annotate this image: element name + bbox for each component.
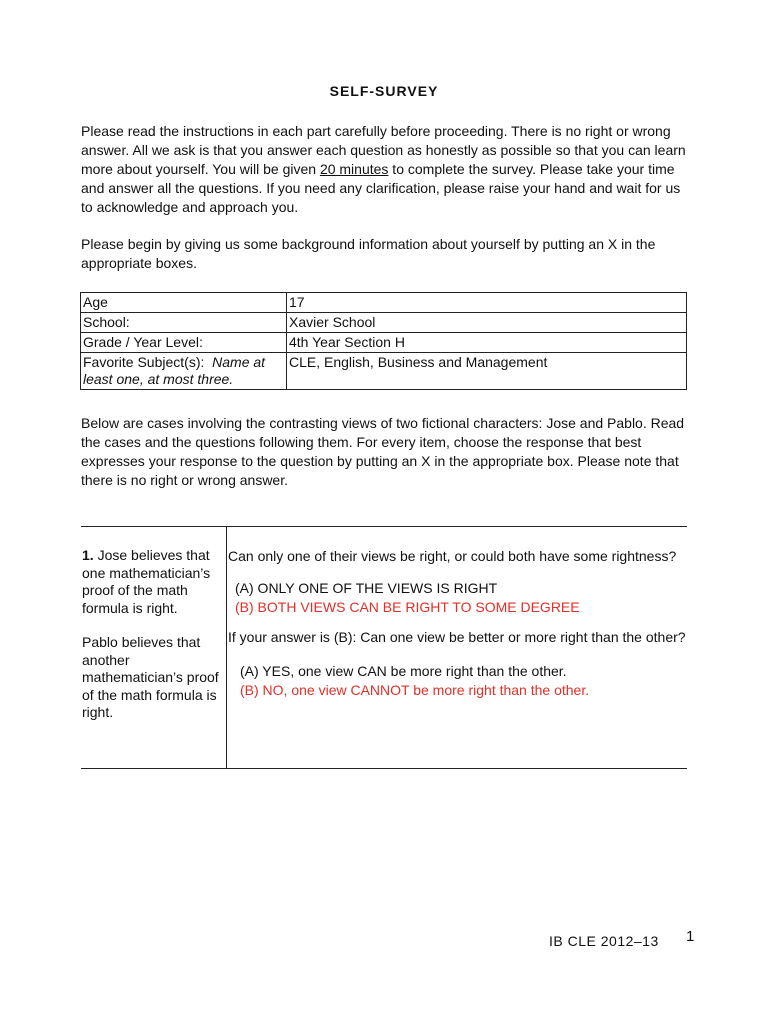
page-number: 1	[686, 928, 695, 945]
pablo-view: Pablo believes that another mathematician’s proof of the math formula is right.	[82, 634, 219, 720]
instructions-text-start: Please read the instructions in each part carefully before proceeding. There is no right or wrong answer. All we ask is that you answer each question as honestly as possible so that you can learn more about yourself. You will be given	[81, 123, 686, 177]
jose-text: Jose believes that one mathematician’s proof of the math formula is right.	[82, 547, 211, 616]
table-row	[81, 313, 687, 333]
age-value[interactable]: 17	[287, 293, 687, 313]
grade-label: Grade / Year Level:	[81, 333, 287, 353]
school-label: School:	[81, 313, 287, 333]
case-number: 1.	[82, 547, 94, 563]
question-1: Can only one of their views be right, or could both have some rightness?	[228, 548, 677, 564]
page-title: SELF-SURVEY	[329, 83, 439, 99]
case-1-questions	[228, 547, 686, 699]
age-label: Age	[81, 293, 287, 313]
subjects-value[interactable]: CLE, English, Business and Management	[287, 353, 687, 390]
school-value[interactable]: Xavier School	[287, 313, 687, 333]
subjects-note: Name at least one, at most three.	[83, 354, 266, 387]
grade-value[interactable]: 4th Year Section H	[287, 333, 687, 353]
table-row	[81, 353, 687, 390]
column-divider	[226, 527, 227, 768]
case-1-scenario	[82, 547, 224, 722]
q2-option-a[interactable]: (A) YES, one view CAN be more right than the other.	[240, 663, 567, 679]
jose-view	[82, 547, 224, 617]
footer-label: IB CLE 2012–13	[549, 933, 659, 949]
q2-option-b-selected[interactable]: (B) NO, one view CANNOT be more right than the other.	[240, 681, 590, 698]
cases-intro: Below are cases involving the contrasting views of two fictional characters: Jose and Pablo. Read the cases and the questions following them. For every item, choose the response that best expresses your response to the question by putting an X in the appropriate box. Please note that there is no right or wrong answer.	[81, 415, 685, 488]
case-1	[81, 526, 687, 769]
q1-option-b-selected[interactable]: (B) BOTH VIEWS CAN BE RIGHT TO SOME DEGREE	[235, 598, 580, 615]
instructions-text-end: to complete the survey. Please take your time and answer all the questions. If you need any clarification, please raise your hand and wait for us to acknowledge and approach you.	[81, 161, 681, 215]
question-2: If your answer is (B): Can one view be better or more right than the other?	[228, 629, 686, 645]
background-prompt: Please begin by giving us some background information about yourself by putting an X in the appropriate boxes.	[81, 236, 656, 271]
table-row	[81, 293, 687, 313]
subjects-label: Favorite Subject(s):	[83, 354, 205, 370]
background-info-table	[80, 292, 687, 390]
q1-option-a[interactable]: (A) ONLY ONE OF THE VIEWS IS RIGHT	[235, 580, 498, 596]
time-limit: 20 minutes	[319, 161, 389, 177]
subjects-label-cell	[81, 353, 287, 390]
table-row	[81, 333, 687, 353]
instructions-paragraph	[81, 122, 693, 217]
